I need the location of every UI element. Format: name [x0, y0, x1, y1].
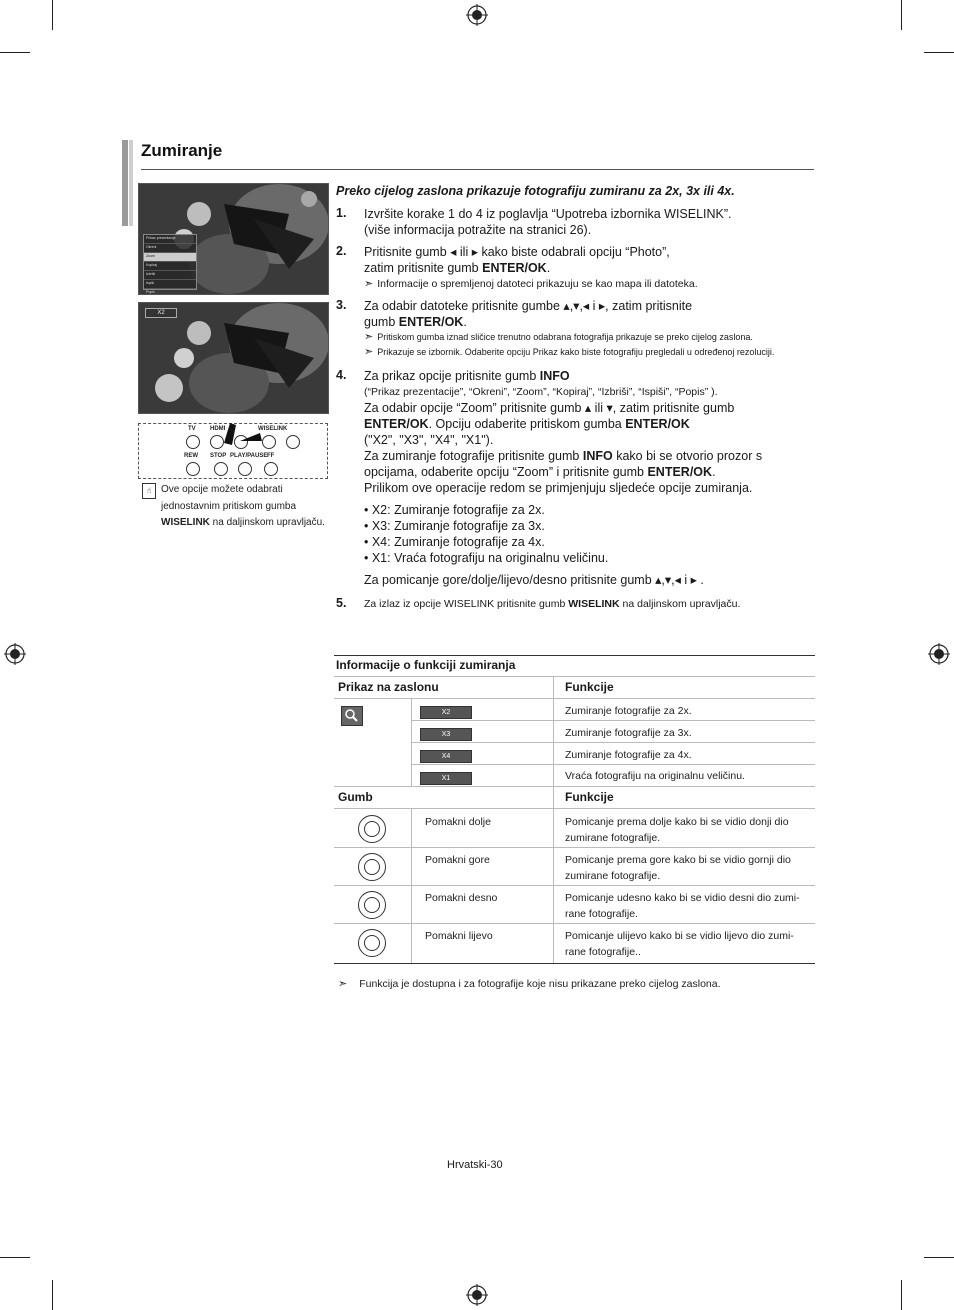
step-line: Prilikom ove operacije redom se primjenjuju sljedeće opcije zumiranja. [364, 481, 753, 495]
step-line: zatim pritisnite gumb ENTER/OK. [364, 261, 551, 275]
photo-screenshot-menu [138, 183, 329, 295]
step-note: ➣ Prikazuje se izbornik. Odaberite opciju Prikaz kako biste fotografiju pregledali u određenoj rezoluciji. [364, 346, 775, 358]
section-marker [122, 140, 128, 226]
zoom-icon [341, 706, 363, 726]
crop-mark [0, 1257, 30, 1258]
bullet-item: • X4: Zumiranje fotografije za 4x. [364, 535, 545, 549]
intro-text: Preko cijelog zaslona prikazuje fotografiju zumiranu za 2x, 3x ili 4x. [336, 184, 735, 198]
table-header: Funkcije [565, 790, 614, 804]
step-line: Za prikaz opcije pritisnite gumb INFO [364, 369, 570, 383]
step-line: Za odabir datoteke pritisnite gumbe ▴,▾,◂ i ▸, zatim pritisnite [364, 299, 693, 313]
sidebar-note [161, 482, 331, 532]
crop-mark [52, 1280, 53, 1310]
play-pause-button[interactable] [238, 462, 252, 476]
step-number: 5. [336, 596, 347, 610]
registration-mark-icon [466, 1284, 488, 1306]
note-line: Ove opcije možete odabrati [161, 484, 283, 495]
table-cell: Pomicanje prema gore kako bi se vidio gornji dio zumirane fotografije. [565, 854, 791, 882]
step-2 [364, 244, 698, 292]
note-line: jednostavnim pritiskom gumba [161, 500, 297, 512]
table-cell: Pomicanje ulijevo kako bi se vidio lijevo dio zumi- rane fotografije.. [565, 930, 794, 958]
step-line: Za zumiranje fotografije pritisnite gumb INFO kako bi se otvorio prozor s [364, 449, 763, 463]
table-bottom-rule [334, 963, 815, 964]
zoom-badge: X4 [420, 750, 472, 763]
table-header: Funkcije [565, 680, 614, 694]
table-caption: Informacije o funkciji zumiranja [336, 658, 516, 672]
dpad-down-icon [358, 815, 386, 843]
note-arrow-icon: ➣ [364, 278, 374, 290]
zoom-badge: X1 [420, 772, 472, 785]
table-cell: Pomicanje udesno kako bi se vidio desni dio zumi- rane fotografije. [565, 892, 800, 920]
table-cell: Pomakni dolje [425, 816, 491, 828]
table-cell: Pomakni lijevo [425, 930, 493, 942]
crop-mark [0, 52, 30, 53]
remote-label-tv: TV [188, 426, 196, 432]
crop-mark [52, 0, 53, 30]
page-footer: Hrvatski-30 [447, 1159, 503, 1171]
table-rule [334, 885, 815, 886]
page-title: Zumiranje [141, 141, 223, 160]
dpad-right-icon [358, 891, 386, 919]
table-rule [411, 720, 815, 721]
table-cell: Zumiranje fotografije za 4x. [565, 749, 692, 761]
table-column-divider [553, 676, 554, 786]
butterfly-photo-icon [139, 303, 328, 413]
step-4 [364, 368, 814, 588]
step-number: 3. [336, 298, 347, 312]
step-line: ENTER/OK. Opciju odaberite pritiskom gumba ENTER/OK [364, 417, 690, 431]
table-cell: Pomicanje prema dolje kako bi se vidio donji dio zumirane fotografije. [565, 816, 789, 844]
step-number: 4. [336, 368, 347, 382]
table-column-divider [553, 786, 554, 964]
registration-mark-icon [466, 4, 488, 26]
menu-item-selected[interactable]: Zoom [144, 253, 196, 262]
remote-label-hdmi: HDMI [210, 426, 226, 432]
zoom-badge: X3 [420, 728, 472, 741]
step-5: Za izlaz iz opcije WISELINK pritisnite gumb WISELINK na daljinskom upravljaču. [364, 598, 741, 610]
crop-mark [924, 52, 954, 53]
zoom-badge: X2 [420, 706, 472, 719]
ff-button[interactable] [264, 462, 278, 476]
remote-control-illustration [138, 423, 328, 479]
table-rule [411, 742, 815, 743]
step-note: ➣ Pritiskom gumba iznad sličice trenutno odabrana fotografija prikazuje se preko cijelog zaslona. [364, 331, 753, 343]
table-cell: Zumiranje fotografije za 2x. [565, 705, 692, 717]
crop-mark [901, 1280, 902, 1310]
note-arrow-icon: ➣ [338, 978, 348, 990]
step-line: Pritisnite gumb ◂ ili ▸ kako biste odabrali opciju “Photo”, [364, 245, 670, 259]
table-rule [334, 847, 815, 848]
dpad-left-icon [358, 929, 386, 957]
step-line: gumb ENTER/OK. [364, 315, 467, 329]
menu-item[interactable]: Popis [144, 289, 196, 295]
rew-button[interactable] [186, 462, 200, 476]
photo-screenshot-zoomed [138, 302, 329, 414]
crop-mark [901, 0, 902, 30]
dpad-up-icon [358, 853, 386, 881]
step-line: Izvršite korake 1 do 4 iz poglavlja “Upotreba izbornika WISELINK”. [364, 207, 732, 221]
step-1 [364, 206, 732, 238]
bullet-item: • X2: Zumiranje fotografije za 2x. [364, 503, 545, 517]
note-arrow-icon: ➣ [364, 331, 374, 343]
bullet-item: • X3: Zumiranje fotografije za 3x. [364, 519, 545, 533]
step-line: Za pomicanje gore/dolje/lijevo/desno pritisnite gumb ▴,▾,◂ i ▸ . [364, 573, 704, 587]
step-number: 1. [336, 206, 347, 220]
menu-item[interactable]: Izbriši [144, 271, 196, 280]
registration-mark-icon [928, 643, 950, 665]
menu-item[interactable]: Okreni [144, 244, 196, 253]
section-marker [129, 140, 133, 226]
step-line: Za odabir opcije “Zoom” pritisnite gumb ▴ ili ▾, zatim pritisnite gumb [364, 401, 735, 415]
table-rule [334, 786, 815, 787]
remote-label-play-pause: PLAY/PAUSE [230, 453, 268, 459]
table-cell: Zumiranje fotografije za 3x. [565, 727, 692, 739]
title-divider [141, 169, 814, 170]
registration-mark-icon [4, 643, 26, 665]
table-rule [334, 923, 815, 924]
table-rule [334, 698, 815, 699]
step-line: (“Prikaz prezentacije”, “Okreni”, “Zoom”, “Kopiraj”, “Izbriši”, “Ispiši”, “Popis” ). [364, 386, 718, 398]
step-note: ➣ Informacije o spremljenoj datoteci prikazuju se kao mapa ili datoteka. [364, 278, 698, 290]
table-cell: Vraća fotografiju na originalnu veličinu. [565, 770, 745, 782]
table-top-rule [334, 655, 815, 656]
table-header: Prikaz na zaslonu [338, 680, 439, 694]
table-rule [334, 676, 815, 677]
step-number: 2. [336, 244, 347, 258]
menu-item[interactable]: Prikaz prezentacije [144, 235, 196, 244]
extra-button[interactable] [286, 435, 300, 449]
hand-note-icon: ☝ [142, 483, 156, 499]
bullet-item: • X1: Vraća fotografiju na originalnu veličinu. [364, 551, 609, 565]
remote-label-rew: REW [184, 453, 198, 459]
menu-item[interactable]: Ispiši [144, 280, 196, 289]
table-footnote: ➣ Funkcija je dostupna i za fotografije koje nisu prikazane preko cijelog zaslona. [338, 978, 721, 990]
remote-label-ff: FF [267, 453, 275, 459]
table-header: Gumb [338, 790, 373, 804]
table-column-divider [411, 808, 412, 964]
table-rule [334, 808, 815, 809]
table-cell: Pomakni desno [425, 892, 498, 904]
note-line: WISELINK na daljinskom upravljaču. [161, 517, 325, 528]
step-line: ("X2", "X3", "X4", "X1"). [364, 433, 494, 447]
remote-label-stop: STOP [210, 453, 227, 459]
crop-mark [924, 1257, 954, 1258]
table-cell: Pomakni gore [425, 854, 490, 866]
note-arrow-icon: ➣ [364, 346, 374, 358]
magnifier-icon [342, 707, 362, 725]
photo-options-menu [143, 234, 197, 294]
step-3 [364, 298, 774, 360]
step-line: opcijama, odaberite opciju “Zoom” i pritisnite gumb ENTER/OK. [364, 465, 716, 479]
table-rule [411, 764, 815, 765]
zoom-level-badge: X2 [145, 308, 177, 318]
step-line: (više informacija potražite na stranici 26). [364, 223, 592, 237]
menu-item[interactable]: Kopiraj [144, 262, 196, 271]
tv-button[interactable] [186, 435, 200, 449]
stop-button[interactable] [214, 462, 228, 476]
remote-label-wiselink: WISELINK [258, 426, 288, 432]
